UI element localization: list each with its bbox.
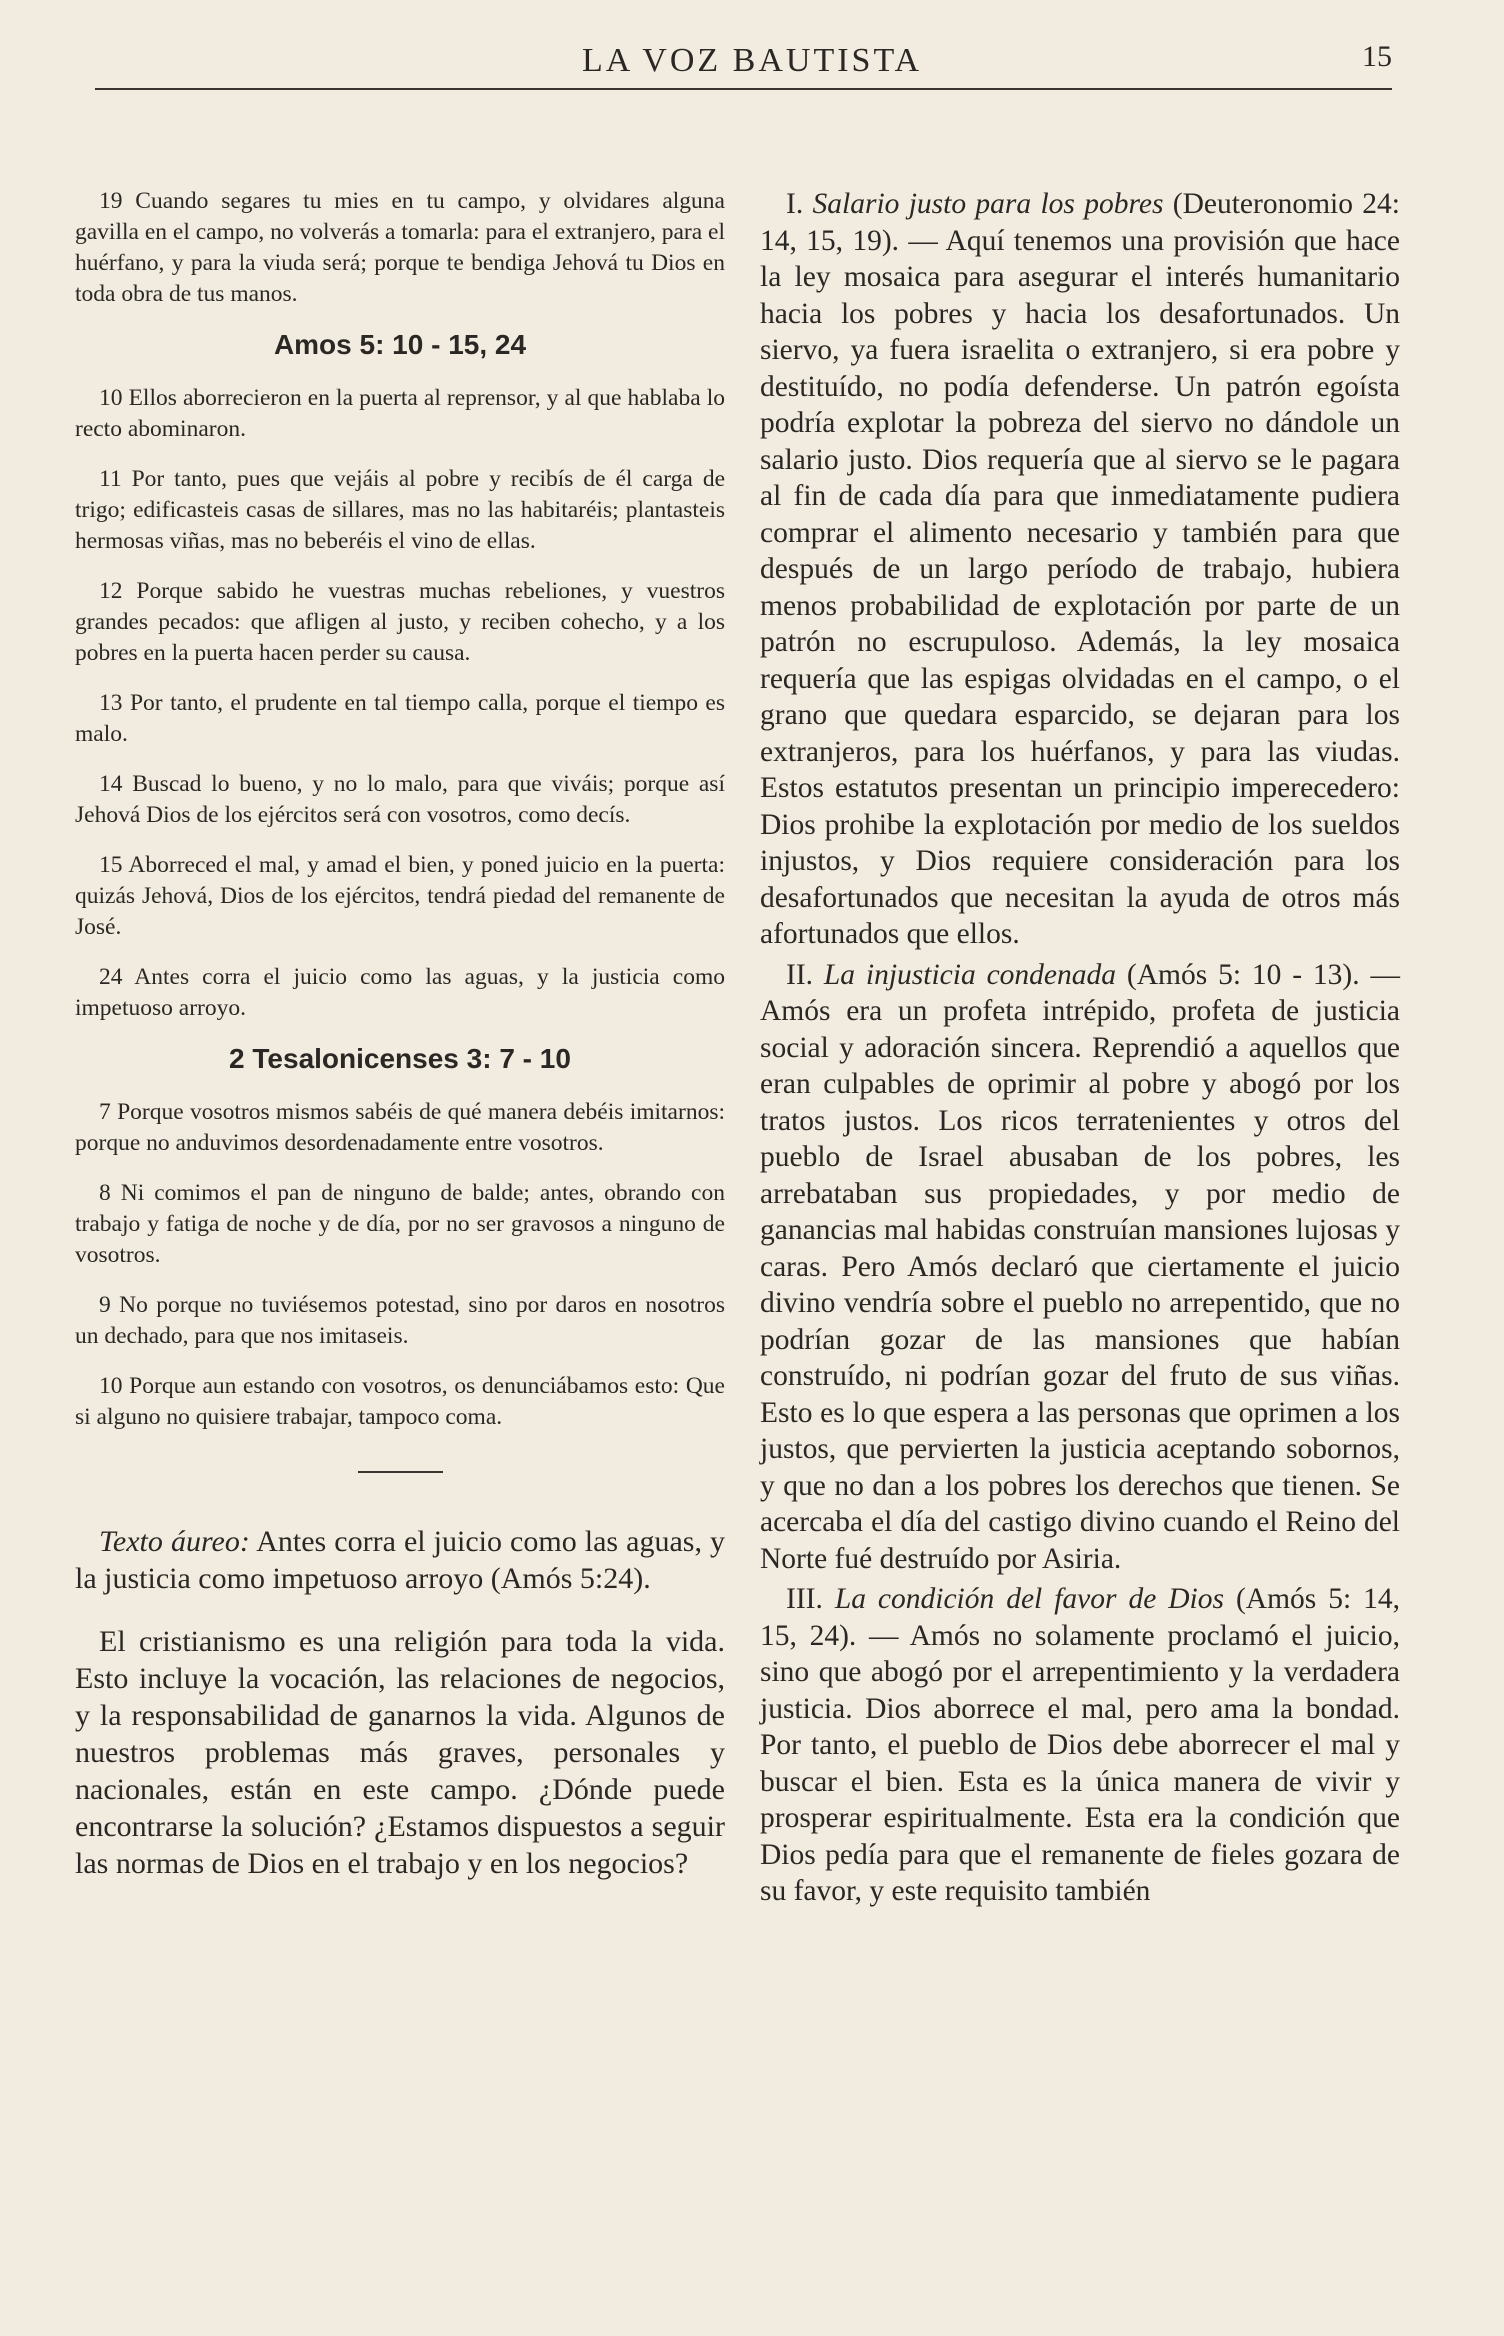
section-2-number: II. bbox=[786, 958, 824, 991]
section-3-body: (Amós 5: 14, 15, 24). — Amós no solamente proclamó el juicio, sino que abogó por el arrepentimiento y la verdadera justicia. Dios aborrece el mal, pero ama la bondad. Por tanto, el pueblo de Dios debe aborrecer el mal y buscar el bien. Esta es la única manera de vivir y prosperar espiritualmente. Esta era la condición que Dios pedía para que el remanente de fieles gozara de su favor, y este requisito también bbox=[760, 1583, 1400, 1907]
verse-amos-14: 14 Buscad lo bueno, y no lo malo, para que viváis; porque así Jehová Dios de los ejércitos será con vosotros, como decís. bbox=[75, 771, 725, 828]
verse-amos-10: 10 Ellos aborrecieron en la puerta al reprensor, y al que hablaba lo recto abominaron. bbox=[75, 385, 725, 442]
verse-amos-24: 24 Antes corra el juicio como las aguas, y la justicia como impetuoso arroyo. bbox=[75, 964, 725, 1021]
section-2 bbox=[760, 957, 1400, 1578]
closing-paragraph: El cristianismo es una religión para toda la vida. Esto incluye la vocación, las relaciones de negocios, y la responsabilidad de ganarnos la vida. Algunos de nuestros problemas más graves, personales y nacionales, están en este campo. ¿Dónde puede encontrarse la solución? ¿Estamos dispuestos a seguir las normas de Dios en el trabajo y en los negocios? bbox=[75, 1625, 725, 1880]
left-column bbox=[75, 186, 725, 1882]
page-number: 15 bbox=[1362, 40, 1392, 73]
section-divider bbox=[358, 1471, 443, 1473]
section-1-body: (Deuteronomio 24: 14, 15, 19). — Aquí tenemos una provisión que hace la ley mosaica para asegurar el interés humanitario hacia los pobres y hacia los desafortunados. Un siervo, ya fuera israelita o extranjero, si era pobre y destituído, no podía defenderse. Un patrón egoísta podría explotar la pobreza del siervo no dándole un salario justo. Dios requería que al siervo se le pagara al fin de cada día para que inmediatamente pudiera comprar el alimento necesario y también para que después de un largo período de trabajo, hubiera menos probabilidad de explotación por parte de un patrón no escrupuloso. Además, la ley mosaica requería que las espigas olvidadas en el campo, o el grano que quedara esparcido, se dejaran para los extranjeros, para los huérfanos, y para las viudas. Estos estatutos presentan un principio imperecedero: Dios prohibe la explotación por medio de los sueldos injustos, y Dios requiere consideración para los desafortunados que necesitan la ayuda de otros más afortunados que ellos. bbox=[760, 188, 1400, 950]
golden-text bbox=[75, 1523, 725, 1597]
verse-tes-7: 7 Porque vosotros mismos sabéis de qué manera debéis imitarnos: porque no anduvimos desordenadamente entre vosotros. bbox=[75, 1099, 725, 1156]
section-3-title: La condición del favor de Dios bbox=[834, 1583, 1224, 1615]
verse-amos-13: 13 Por tanto, el prudente en tal tiempo calla, porque el tiempo es malo. bbox=[75, 690, 725, 747]
heading-amos: Amos 5: 10 - 15, 24 bbox=[273, 329, 527, 360]
verse-amos-12: 12 Porque sabido he vuestras muchas rebeliones, y vuestros grandes pecados: que afligen al justo, y reciben cohecho, y a los pobres en la puerta hacen perder su causa. bbox=[75, 578, 725, 666]
section-3-number: III. bbox=[786, 1583, 835, 1615]
verse-amos-15: 15 Aborreced el mal, y amad el bien, y poned juicio en la puerta: quizás Jehová, Dios de los ejércitos, tendrá piedad del remanente de José. bbox=[75, 852, 725, 940]
section-1 bbox=[760, 186, 1400, 953]
section-2-title: La injusticia condenada bbox=[823, 958, 1117, 991]
verse-amos-11: 11 Por tanto, pues que vejáis al pobre y recibís de él carga de trigo; edificasteis casas de sillares, mas no las habitaréis; plantasteis hermosas viñas, mas no beberéis el vino de ellas. bbox=[75, 466, 725, 554]
publication-title: LA VOZ BAUTISTA bbox=[581, 42, 923, 79]
section-3 bbox=[760, 1581, 1400, 1910]
verse-tes-8: 8 Ni comimos el pan de ninguno de balde; antes, obrando con trabajo y fatiga de noche y de día, por no ser gravosos a ninguno de vosotros. bbox=[75, 1180, 725, 1268]
section-1-title: Salario justo para los pobres bbox=[812, 188, 1164, 220]
header-rule bbox=[95, 88, 1392, 90]
verse-tes-10: 10 Porque aun estando con vosotros, os denunciábamos esto: Que si alguno no quisiere trabajar, tampoco coma. bbox=[75, 1373, 725, 1430]
golden-text-body: Antes corra el juicio como las aguas, y la justicia como impetuoso arroyo (Amós 5:24). bbox=[75, 1525, 725, 1595]
verse-tes-9: 9 No porque no tuviésemos potestad, sino por daros en nosotros un dechado, para que nos imitaseis. bbox=[75, 1292, 725, 1349]
golden-text-label: Texto áureo: bbox=[99, 1525, 250, 1558]
page-header bbox=[0, 0, 1504, 100]
section-2-body: (Amós 5: 10 - 13). — Amós era un profeta intrépido, profeta de justicia social y adoración sincera. Reprendió a aquellos que eran culpables de oprimir al pobre y abogó por los tratos justos. Los ricos terratenientes y otros del pueblo de Israel abusaban de los pobres, les arrebataban sus propiedades, y por medio de ganancias mal habidas construían mansiones lujosas y caras. Pero Amós declaró que ciertamente el juicio divino vendría sobre el pueblo no arrepentido, que no podrían gozar de las mansiones que habían construído, ni podrían gozar del fruto de sus viñas. Esto es lo que espera a las personas que oprimen a los justos, que pervierten la justicia aceptando sobornos, y que no dan a los pobres los derechos que tienen. Se acercaba el día del castigo divino cuando el Reino del Norte fué destruído por Asiria. bbox=[760, 958, 1400, 1575]
heading-tesalonicenses: 2 Tesalonicenses 3: 7 - 10 bbox=[229, 1043, 571, 1074]
verse-deut-19: 19 Cuando segares tu mies en tu campo, y olvidares alguna gavilla en el campo, no volverás a tomarla: para el extranjero, para el huérfano, y para la viuda será; porque te bendiga Jehová tu Dios en toda obra de tus manos. bbox=[75, 188, 725, 307]
section-1-number: I. bbox=[786, 188, 813, 220]
right-column bbox=[760, 186, 1400, 1914]
